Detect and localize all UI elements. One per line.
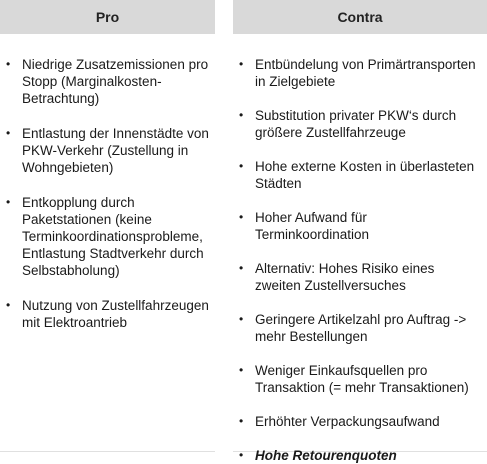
list-item <box>233 209 487 243</box>
list-item-text: Nutzung von Zustellfahrzeugen mit Elektroantrieb <box>22 298 209 330</box>
bullet-icon: • <box>239 261 244 275</box>
list-item-text: Hohe Retourenquoten <box>255 448 397 463</box>
list-item-text: Entlastung der Innenstädte von PKW-Verkehr (Zustellung in Wohngebieten) <box>22 126 209 175</box>
list-item-text: Entbündelung von Primärtransporten in Zielgebiete <box>255 57 476 89</box>
list-item-text: Alternativ: Hohes Risiko eines zweiten Zustellversuches <box>255 261 435 293</box>
list-item-text: Hoher Aufwand für Terminkoordination <box>255 210 370 242</box>
pro-list <box>0 34 215 331</box>
list-item <box>233 260 487 294</box>
list-item <box>233 107 487 141</box>
contra-list-container <box>233 34 487 463</box>
list-item-text: Weniger Einkaufsquellen pro Transaktion (= mehr Transaktionen) <box>255 363 469 395</box>
list-item-text: Entkopplung durch Paketstationen (keine Terminkoordinationsprobleme, Entlastung Stadtverkehr durch Selbstabholung) <box>22 195 204 278</box>
bullet-icon: • <box>239 414 244 428</box>
list-item-emphasis <box>233 447 487 464</box>
bullet-icon: • <box>6 298 11 312</box>
list-item <box>233 311 487 345</box>
list-item <box>233 56 487 90</box>
contra-list <box>233 34 487 464</box>
bullet-icon: • <box>239 159 244 173</box>
list-item <box>0 297 215 331</box>
list-item-text: Hohe externe Kosten in überlasteten Städten <box>255 159 475 191</box>
bullet-icon: • <box>239 363 244 377</box>
bullet-icon: • <box>6 195 11 209</box>
bullet-icon: • <box>239 108 244 122</box>
list-item-text: Erhöhter Verpackungsaufwand <box>255 414 440 429</box>
list-item-text: Geringere Artikelzahl pro Auftrag -> mehr Bestellungen <box>255 312 467 344</box>
list-item <box>233 413 487 430</box>
bullet-icon: • <box>6 57 11 71</box>
list-item <box>0 125 215 176</box>
list-item <box>0 56 215 107</box>
bullet-icon: • <box>239 312 244 326</box>
list-item-text: Niedrige Zusatzemissionen pro Stopp (Marginalkosten-Betrachtung) <box>22 57 209 106</box>
list-item-text: Substitution privater PKW‘s durch größere Zustellfahrzeuge <box>255 108 457 140</box>
list-item <box>0 194 215 279</box>
pro-header: Pro <box>0 0 215 34</box>
bullet-icon: • <box>239 448 244 462</box>
bullet-icon: • <box>6 126 11 140</box>
pro-column <box>0 0 215 452</box>
bullet-icon: • <box>239 57 244 71</box>
list-item <box>233 158 487 192</box>
list-item <box>233 362 487 396</box>
contra-column <box>233 0 487 463</box>
pro-list-container <box>0 34 215 452</box>
bullet-icon: • <box>239 210 244 224</box>
contra-header: Contra <box>233 0 487 34</box>
